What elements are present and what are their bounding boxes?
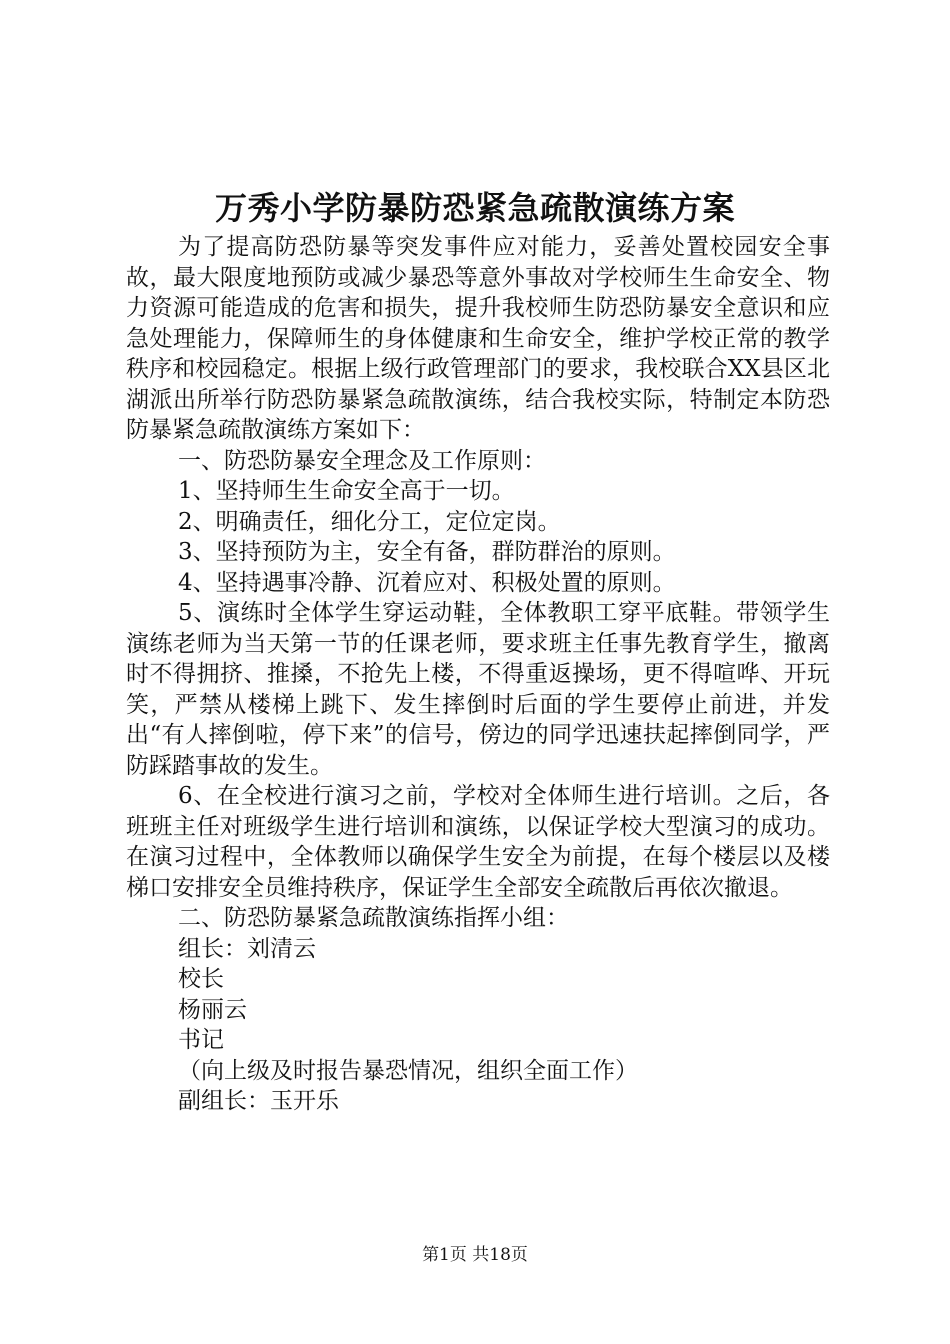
page-indicator: 第1页 共18页	[422, 1245, 528, 1265]
section-heading-command-group: 二、防恐防暴紧急疏散演练指挥小组：	[178, 905, 569, 931]
intro-paragraph: 为了提高防恐防暴等突发事件应对能力，妥善处置校园安全事故，最大限度地预防或减少暴恐等意外事故对学校师生生命安全、物力资源可能造成的危害和损失，提升我校师生防恐防暴安全意识和应急处理能力，保障师生的身体健康和生命安全，维护学校正常的教学秩序和校园稳定。根据上级行政管理部门的要求，我校联合XX县区北湖派出所举行防恐防暴紧急疏散演练，结合我校实际，特制定本防恐防暴紧急疏散演练方案如下：	[126, 234, 830, 443]
principle-item-6: 6、在全校进行演习之前，学校对全体师生进行培训。之后，各班班主任对班级学生进行培训和演练，以保证学校大型演习的成功。在演习过程中，全体教师以确保学生安全为前提，在每个楼层以及楼梯口安排安全员维持秩序，保证学生全部安全疏散后再依次撤退。	[126, 783, 830, 901]
principle-item-5: 5、演练时全体学生穿运动鞋，全体教职工穿平底鞋。带领学生演练老师为当天第一节的任课老师，要求班主任事先教育学生，撤离时不得拥挤、推搡，不抢先上楼，不得重返操场，更不得喧哗、开玩笑，严禁从楼梯上跳下、发生摔倒时后面的学生要停止前进，并发出“有人摔倒啦，停下来”的信号，傍边的同学迅速扶起摔倒同学，严防踩踏事故的发生。	[126, 600, 830, 779]
principle-item-1: 1、坚持师生生命安全高于一切。	[178, 478, 515, 504]
section-heading-principles: 一、防恐防暴安全理念及工作原则：	[178, 447, 546, 474]
principle-item-4: 4、坚持遇事冷静、沉着应对、积极处置的原则。	[178, 569, 676, 596]
group-member-title: 书记	[178, 1027, 224, 1053]
document-title: 万秀小学防暴防恐紧急疏散演练方案	[214, 189, 735, 227]
principle-item-2: 2、明确责任，细化分工，定位定岗。	[178, 508, 561, 535]
document-body	[126, 232, 830, 1117]
group-duty-note: （向上级及时报告暴恐情况，组织全面工作）	[178, 1057, 638, 1084]
deputy-leader-line: 副组长：玉开乐	[178, 1088, 339, 1114]
group-leader-title: 校长	[178, 966, 224, 992]
group-leader-line: 组长：刘清云	[178, 935, 316, 962]
group-member-name: 杨丽云	[178, 996, 247, 1023]
principle-item-3: 3、坚持预防为主，安全有备，群防群治的原则。	[178, 539, 676, 565]
